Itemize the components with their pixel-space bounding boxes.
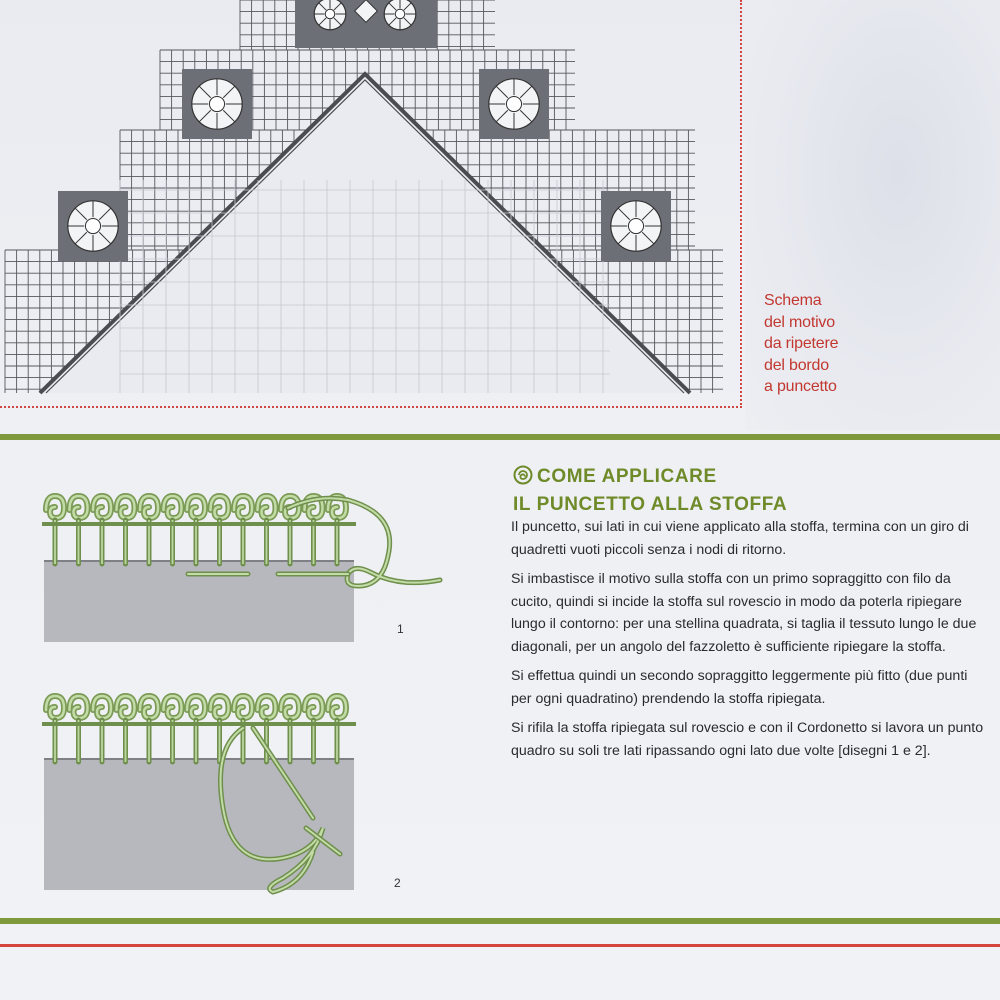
figure-2-number: 2	[394, 876, 401, 890]
caption-line: del bordo	[764, 356, 829, 374]
heading-line-1: COME APPLICARE	[537, 466, 717, 487]
schema-fabric-area	[40, 74, 690, 393]
pattern-schema	[0, 0, 742, 408]
section-heading	[513, 464, 993, 517]
figure-1-illustration	[38, 488, 458, 658]
figure-1-number: 1	[397, 622, 404, 636]
motif-square	[479, 69, 549, 139]
motif-square	[601, 191, 671, 261]
spiral-icon	[513, 465, 537, 492]
section-divider	[0, 434, 1000, 440]
paragraph: Il puncetto, sui lati in cui viene applicato alla stoffa, termina con un giro di quadretti vuoti piccoli senza i nodi di ritorno.	[511, 519, 969, 558]
red-rule	[0, 944, 1000, 947]
motif-square	[308, 0, 352, 36]
caption-line: Schema	[764, 292, 822, 309]
schema-caption	[764, 290, 964, 398]
figure-2-illustration	[38, 688, 458, 908]
caption-line: del motivo	[764, 313, 835, 331]
instructions-text	[511, 516, 991, 769]
caption-line: da ripetere	[764, 335, 839, 352]
bottom-divider	[0, 918, 1000, 924]
paragraph: Si imbastisce il motivo sulla stoffa con un primo sopraggitto con filo da cucito, quindi si incide la stoffa sul rovescio in modo da poterla ripiegare lungo il contorno: per una stellina quadrata, si taglia il tessuto lungo le due diagonali, per un angolo del fazzoletto è sufficiente ripiegare la stoffa.	[511, 571, 977, 655]
paragraph: Si effettua quindi un secondo sopraggitto leggermente più fitto (due punti per ogni quadratino) prendendo la stoffa ripiegata.	[511, 668, 968, 707]
heading-line-2: IL PUNCETTO ALLA STOFFA	[513, 494, 788, 515]
motif-square	[182, 69, 252, 139]
motif-square	[378, 0, 422, 36]
caption-line: a puncetto	[764, 378, 837, 395]
paragraph: Si rifila la stoffa ripiegata sul rovescio e con il Cordonetto si lavora un punto quadro su soli tre lati ripassando ogni lato due volte [disegni 1 e 2].	[511, 720, 984, 759]
fabric-swatch	[44, 758, 354, 890]
motif-square	[58, 191, 128, 261]
